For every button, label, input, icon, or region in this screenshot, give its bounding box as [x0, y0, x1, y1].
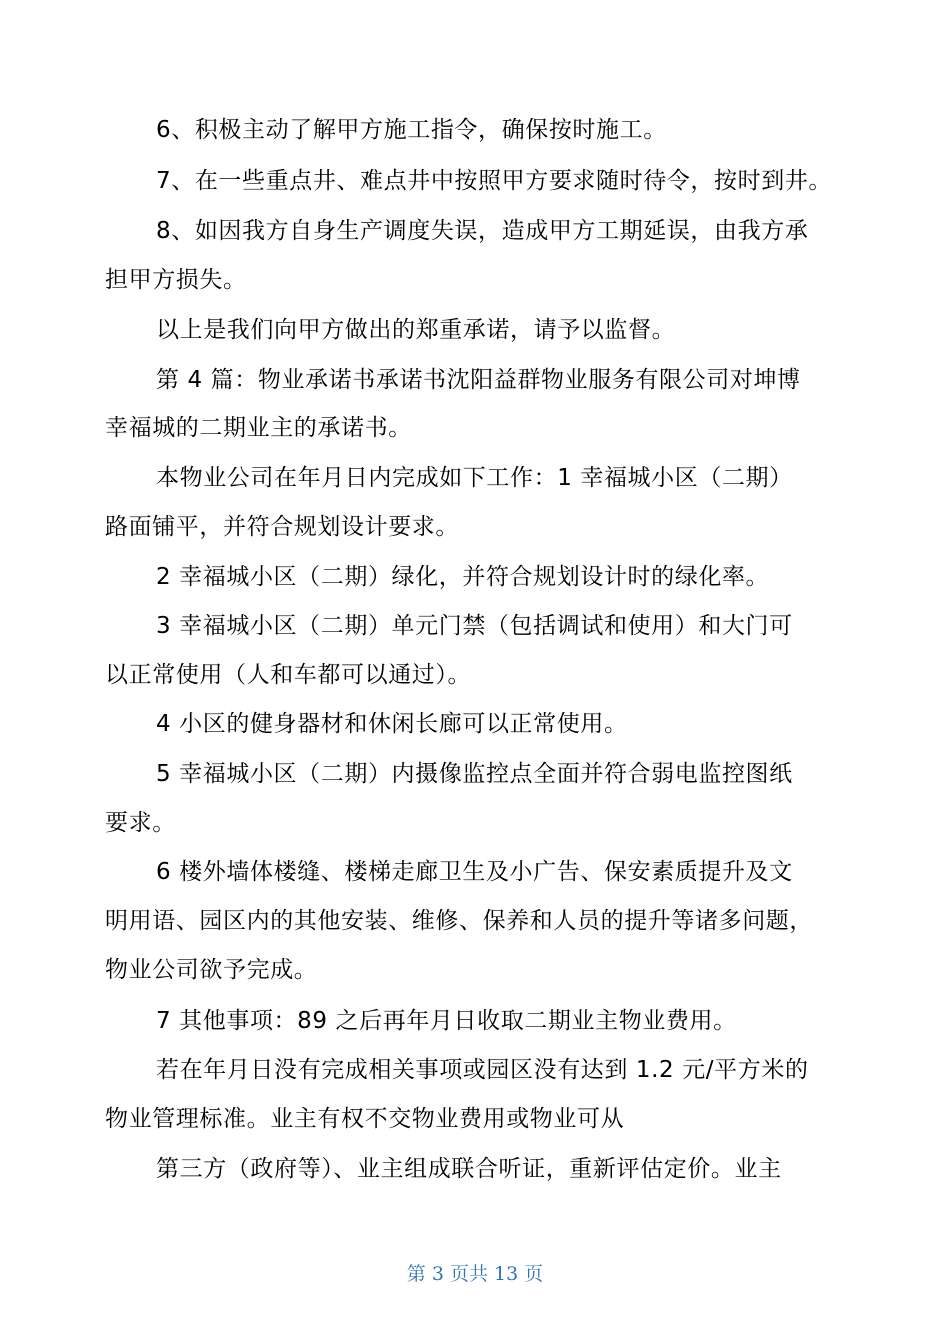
text-line: 物业公司欲予完成。: [105, 957, 318, 983]
text-line: 7、在一些重点井、难点井中按照甲方要求随时待令，按时到井。: [156, 168, 833, 194]
text-line: 本物业公司在年月日内完成如下工作：1 幸福城小区（二期）: [156, 465, 793, 491]
text-line: 路面铺平，并符合规划设计要求。: [105, 514, 459, 540]
page-number-footer: 第 3 页共 13 页: [406, 1263, 544, 1285]
text-line: 5 幸福城小区（二期）内摄像监控点全面并符合弱电监控图纸: [156, 761, 793, 787]
text-line: 幸福城的二期业主的承诺书。: [105, 415, 412, 441]
text-line: 若在年月日没有完成相关事项或园区没有达到 1.2 元/平方米的: [156, 1057, 809, 1083]
text-line: 以上是我们向甲方做出的郑重承诺，请予以监督。: [156, 317, 676, 343]
text-line: 要求。: [105, 810, 176, 836]
text-line: 7 其他事项：89 之后再年月日收取二期业主物业费用。: [156, 1008, 737, 1034]
text-line: 物业管理标准。业主有权不交物业费用或物业可从: [105, 1106, 625, 1132]
text-line: 8、如因我方自身生产调度失误，造成甲方工期延误，由我方承: [156, 218, 809, 244]
text-line: 担甲方损失。: [105, 267, 247, 293]
text-line: 6 楼外墙体楼缝、楼梯走廊卫生及小广告、保安素质提升及文: [156, 859, 793, 885]
text-line: 第三方（政府等）、业主组成联合听证，重新评估定价。业主: [156, 1156, 782, 1182]
text-line: 2 幸福城小区（二期）绿化，并符合规划设计时的绿化率。: [156, 564, 770, 590]
text-line: 第 4 篇：物业承诺书承诺书沈阳益群物业服务有限公司对坤博: [156, 367, 801, 393]
text-line: 明用语、园区内的其他安装、维修、保养和人员的提升等诸多问题，: [105, 908, 813, 934]
text-line: 6、积极主动了解甲方施工指令，确保按时施工。: [156, 117, 667, 143]
text-line: 3 幸福城小区（二期）单元门禁（包括调试和使用）和大门可: [156, 613, 793, 639]
text-line: 以正常使用（人和车都可以通过）。: [105, 662, 472, 688]
text-line: 4 小区的健身器材和休闲长廊可以正常使用。: [156, 711, 628, 737]
